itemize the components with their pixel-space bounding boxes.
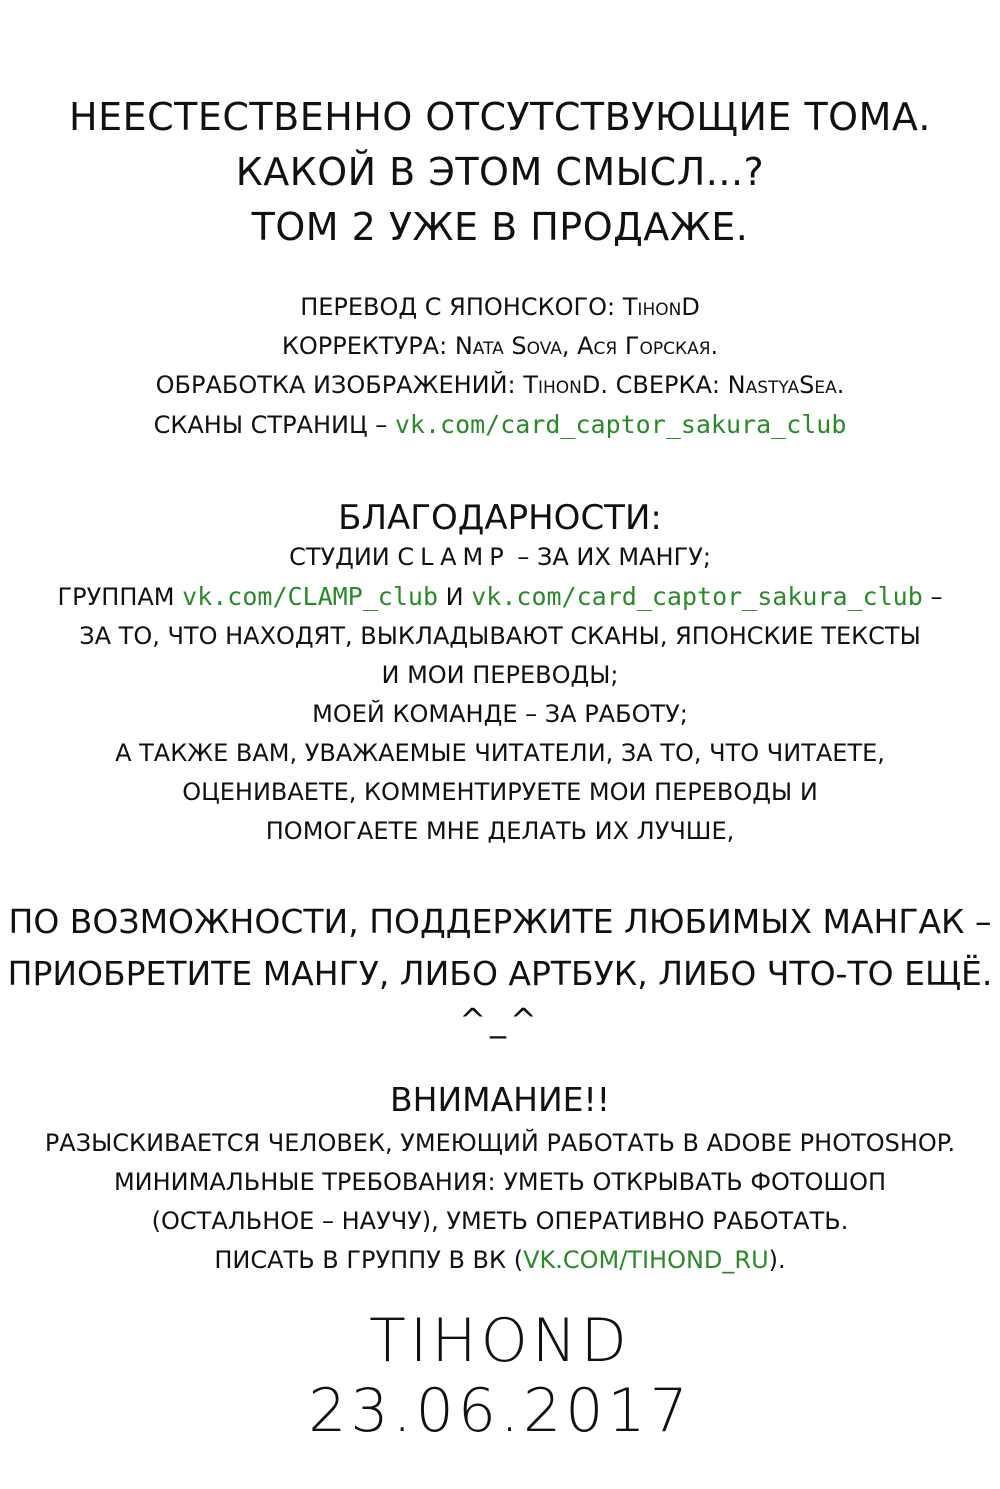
clamp-club-link[interactable]: vk.com/CLAMP_club	[182, 582, 439, 611]
studio-prefix: СТУДИИ	[289, 543, 390, 571]
volume-announcement	[0, 90, 1000, 255]
support-section	[0, 896, 1000, 1040]
thanks-groups-line-3: И МОИ ПЕРЕВОДЫ;	[381, 661, 619, 689]
announcement-line-3: ТОМ 2 УЖЕ В ПРОДАЖЕ.	[251, 205, 749, 249]
thanks-groups	[0, 577, 1000, 617]
thanks-groups-line-2: ЗА ТО, ЧТО НАХОДЯТ, ВЫКЛАДЫВАЮТ СКАНЫ, ЯПОНСКИЕ ТЕКСТЫ	[79, 622, 921, 650]
contact-suffix: ).	[768, 1246, 786, 1274]
thanks-readers-line-2: ОЦЕНИВАЕТЕ, КОММЕНТИРУЕТЕ МОИ ПЕРЕВОДЫ И	[182, 778, 818, 806]
groups-and: И	[445, 583, 464, 611]
thanks-team: МОЕЙ КОМАНДЕ – ЗА РАБОТУ;	[312, 700, 688, 728]
credit-image-editing	[0, 366, 1000, 405]
attention-line-3: (ОСТАЛЬНОЕ – НАУЧУ), УМЕТЬ ОПЕРАТИВНО РАБОТАТЬ.	[151, 1207, 849, 1235]
credit-scans	[0, 405, 1000, 445]
thanks-readers-line-3: ПОМОГАЕТЕ МНЕ ДЕЛАТЬ ИХ ЛУЧШЕ,	[265, 817, 735, 845]
credit-translation	[0, 288, 1000, 327]
credit-proofreading	[0, 327, 1000, 366]
support-line-1: ПО ВОЗМОЖНОСТИ, ПОДДЕРЖИТЕ ЛЮБИМЫХ МАНГАК –	[8, 902, 992, 941]
ccs-club-link[interactable]: vk.com/card_captor_sakura_club	[471, 582, 923, 611]
thanks-studio	[0, 538, 1000, 577]
support-line-2: ПРИОБРЕТИТЕ МАНГУ, ЛИБО АРТБУК, ЛИБО ЧТО-ТО ЕЩЁ.	[7, 954, 993, 993]
signature	[0, 1306, 1000, 1446]
contact-link[interactable]: VK.COM/TIHOND_RU	[523, 1246, 769, 1274]
contact-prefix: ПИСАТЬ В ГРУППУ В ВК (	[214, 1246, 524, 1274]
attention-section	[0, 1124, 1000, 1280]
image-editing-label: ОБРАБОТКА ИЗОБРАЖЕНИЙ:	[155, 371, 516, 399]
attention-title: ВНИМАНИЕ!!	[390, 1080, 610, 1119]
scans-label: СКАНЫ СТРАНИЦ –	[153, 411, 388, 439]
studio-name: CLAMP	[397, 543, 510, 571]
translation-label: ПЕРЕВОД С ЯПОНСКОГО:	[300, 293, 616, 321]
announcement-line-2: КАКОЙ В ЭТОМ СМЫСЛ...?	[235, 150, 765, 194]
credits-section	[0, 288, 1000, 445]
attention-line-2: МИНИМАЛЬНЫЕ ТРЕБОВАНИЯ: УМЕТЬ ОТКРЫВАТЬ ФОТОШОП	[113, 1168, 887, 1196]
checker-name: NastyaSea.	[727, 371, 845, 399]
attention-line-1: РАЗЫСКИВАЕТСЯ ЧЕЛОВЕК, УМЕЮЩИЙ РАБОТАТЬ В ADOBE PHOTOSHOP.	[44, 1129, 956, 1157]
groups-prefix: ГРУППАМ	[57, 583, 175, 611]
proofreader-names: Nata Sova, Ася Горская.	[454, 332, 719, 360]
thanks-readers-line-1: А ТАКЖЕ ВАМ, УВАЖАЕМЫЕ ЧИТАТЕЛИ, ЗА ТО, ЧТО ЧИТАЕТЕ,	[115, 739, 885, 767]
check-label: СВЕРКА:	[615, 371, 721, 399]
groups-dash: –	[930, 583, 943, 611]
scans-link[interactable]: vk.com/card_captor_sakura_club	[394, 410, 847, 439]
translator-name: TihonD	[622, 293, 700, 321]
proofreading-label: КОРРЕКТУРА:	[281, 332, 448, 360]
smile-emoticon: ^_^	[459, 1001, 541, 1039]
signature-date: 23.06.2017	[308, 1376, 692, 1446]
announcement-line-1: НЕЕСТЕСТВЕННО ОТСУТСТВУЮЩИЕ ТОМА.	[69, 95, 931, 139]
attention-line-4	[0, 1241, 1000, 1280]
thanks-section	[0, 538, 1000, 851]
thanks-title: БЛАГОДАРНОСТИ:	[338, 498, 662, 538]
studio-suffix: – ЗА ИХ МАНГУ;	[517, 543, 711, 571]
signature-name: TIHOND	[369, 1306, 631, 1376]
image-editor-name: TihonD.	[523, 371, 608, 399]
